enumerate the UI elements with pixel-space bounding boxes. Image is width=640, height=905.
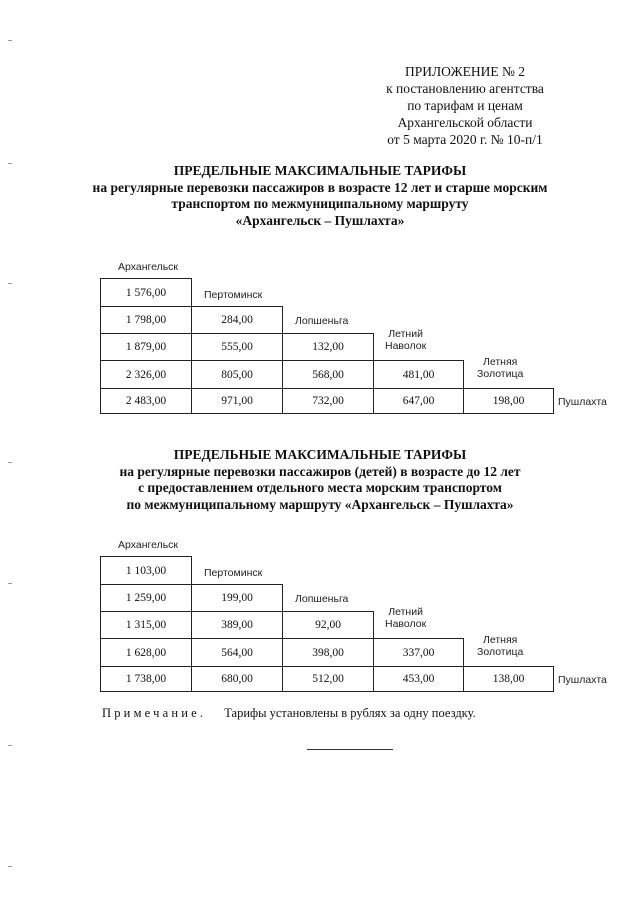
margin-mark — [8, 583, 12, 584]
note — [102, 706, 476, 721]
stop-label: Летний Наволок — [385, 606, 427, 630]
separator-line — [307, 749, 393, 750]
tariff-cell: 198,00 — [463, 388, 554, 414]
tariff-cell: 389,00 — [191, 611, 283, 639]
table1-title — [40, 163, 600, 229]
stop-label: Пушлахта — [558, 396, 607, 408]
table2-title — [40, 447, 600, 513]
tariff-cell: 1 259,00 — [100, 584, 192, 612]
stop-label: Архангельск — [118, 261, 179, 273]
margin-mark — [8, 283, 12, 284]
annex-line: Архангельской области — [397, 115, 533, 130]
tariff-cell: 337,00 — [373, 638, 464, 667]
tariff-cell: 398,00 — [282, 638, 374, 667]
note-text: Тарифы установлены в рублях за одну поездку. — [224, 706, 476, 720]
note-label: Примечание. — [102, 706, 207, 720]
tariff-cell: 680,00 — [191, 666, 283, 692]
title-line: «Архангельск – Пушлахта» — [235, 212, 405, 228]
tariff-cell: 1 315,00 — [100, 611, 192, 639]
tariff-cell: 1 576,00 — [100, 278, 192, 307]
title-line: транспортом по межмуниципальному маршруту — [171, 196, 469, 211]
tariff-cell: 199,00 — [191, 584, 283, 612]
margin-mark — [8, 163, 12, 164]
margin-mark — [8, 866, 12, 867]
tariff-cell: 1 103,00 — [100, 556, 192, 585]
title-line: с предоставлением отдельного места морским транспортом — [138, 480, 502, 495]
tariff-cell: 481,00 — [373, 360, 464, 389]
title-line: по межмуниципальному маршруту «Архангельск – Пушлахта» — [126, 496, 514, 512]
tariff-cell: 732,00 — [282, 388, 374, 414]
annex-line: от 5 марта 2020 г. № 10-п/1 — [387, 132, 543, 147]
title-line: ПРЕДЕЛЬНЫЕ МАКСИМАЛЬНЫЕ ТАРИФЫ — [173, 447, 467, 462]
tariff-cell: 1 879,00 — [100, 333, 192, 361]
tariff-cell: 138,00 — [463, 666, 554, 692]
stop-label: Летняя Золотица — [477, 356, 524, 380]
margin-mark — [8, 462, 12, 463]
title-line: ПРЕДЕЛЬНЫЕ МАКСИМАЛЬНЫЕ ТАРИФЫ — [173, 163, 467, 178]
stop-label: Лопшеньга — [295, 315, 349, 327]
tariff-cell: 2 326,00 — [100, 360, 192, 389]
tariff-cell: 647,00 — [373, 388, 464, 414]
stop-label: Лопшеньга — [295, 593, 349, 605]
annex-line: по тарифам и ценам — [407, 98, 523, 113]
tariff-cell: 512,00 — [282, 666, 374, 692]
tariff-cell: 92,00 — [282, 611, 374, 639]
margin-mark — [8, 40, 12, 41]
tariff-cell: 564,00 — [191, 638, 283, 667]
tariff-cell: 568,00 — [282, 360, 374, 389]
tariff-cell: 971,00 — [191, 388, 283, 414]
title-line: на регулярные перевозки пассажиров (детей) в возрасте до 12 лет — [119, 463, 521, 479]
stop-label: Пушлахта — [558, 674, 607, 686]
tariff-cell: 132,00 — [282, 333, 374, 361]
margin-mark — [8, 745, 12, 746]
tariff-cell: 1 798,00 — [100, 306, 192, 334]
tariff-cell: 284,00 — [191, 306, 283, 334]
tariff-cell: 453,00 — [373, 666, 464, 692]
annex-title: ПРИЛОЖЕНИЕ № 2 — [404, 64, 526, 79]
tariff-cell: 555,00 — [191, 333, 283, 361]
annex-line: к постановлению агентства — [386, 81, 544, 96]
stop-label: Летний Наволок — [385, 328, 427, 352]
title-line: на регулярные перевозки пассажиров в возрасте 12 лет и старше морским — [92, 179, 548, 195]
tariff-cell: 1 738,00 — [100, 666, 192, 692]
stop-label: Пертоминск — [204, 289, 263, 301]
tariff-cell: 2 483,00 — [100, 388, 192, 414]
stop-label: Архангельск — [118, 539, 179, 551]
annex-block — [365, 63, 565, 148]
stop-label: Летняя Золотица — [477, 634, 524, 658]
stop-label: Пертоминск — [204, 567, 263, 579]
tariff-cell: 805,00 — [191, 360, 283, 389]
tariff-cell: 1 628,00 — [100, 638, 192, 667]
